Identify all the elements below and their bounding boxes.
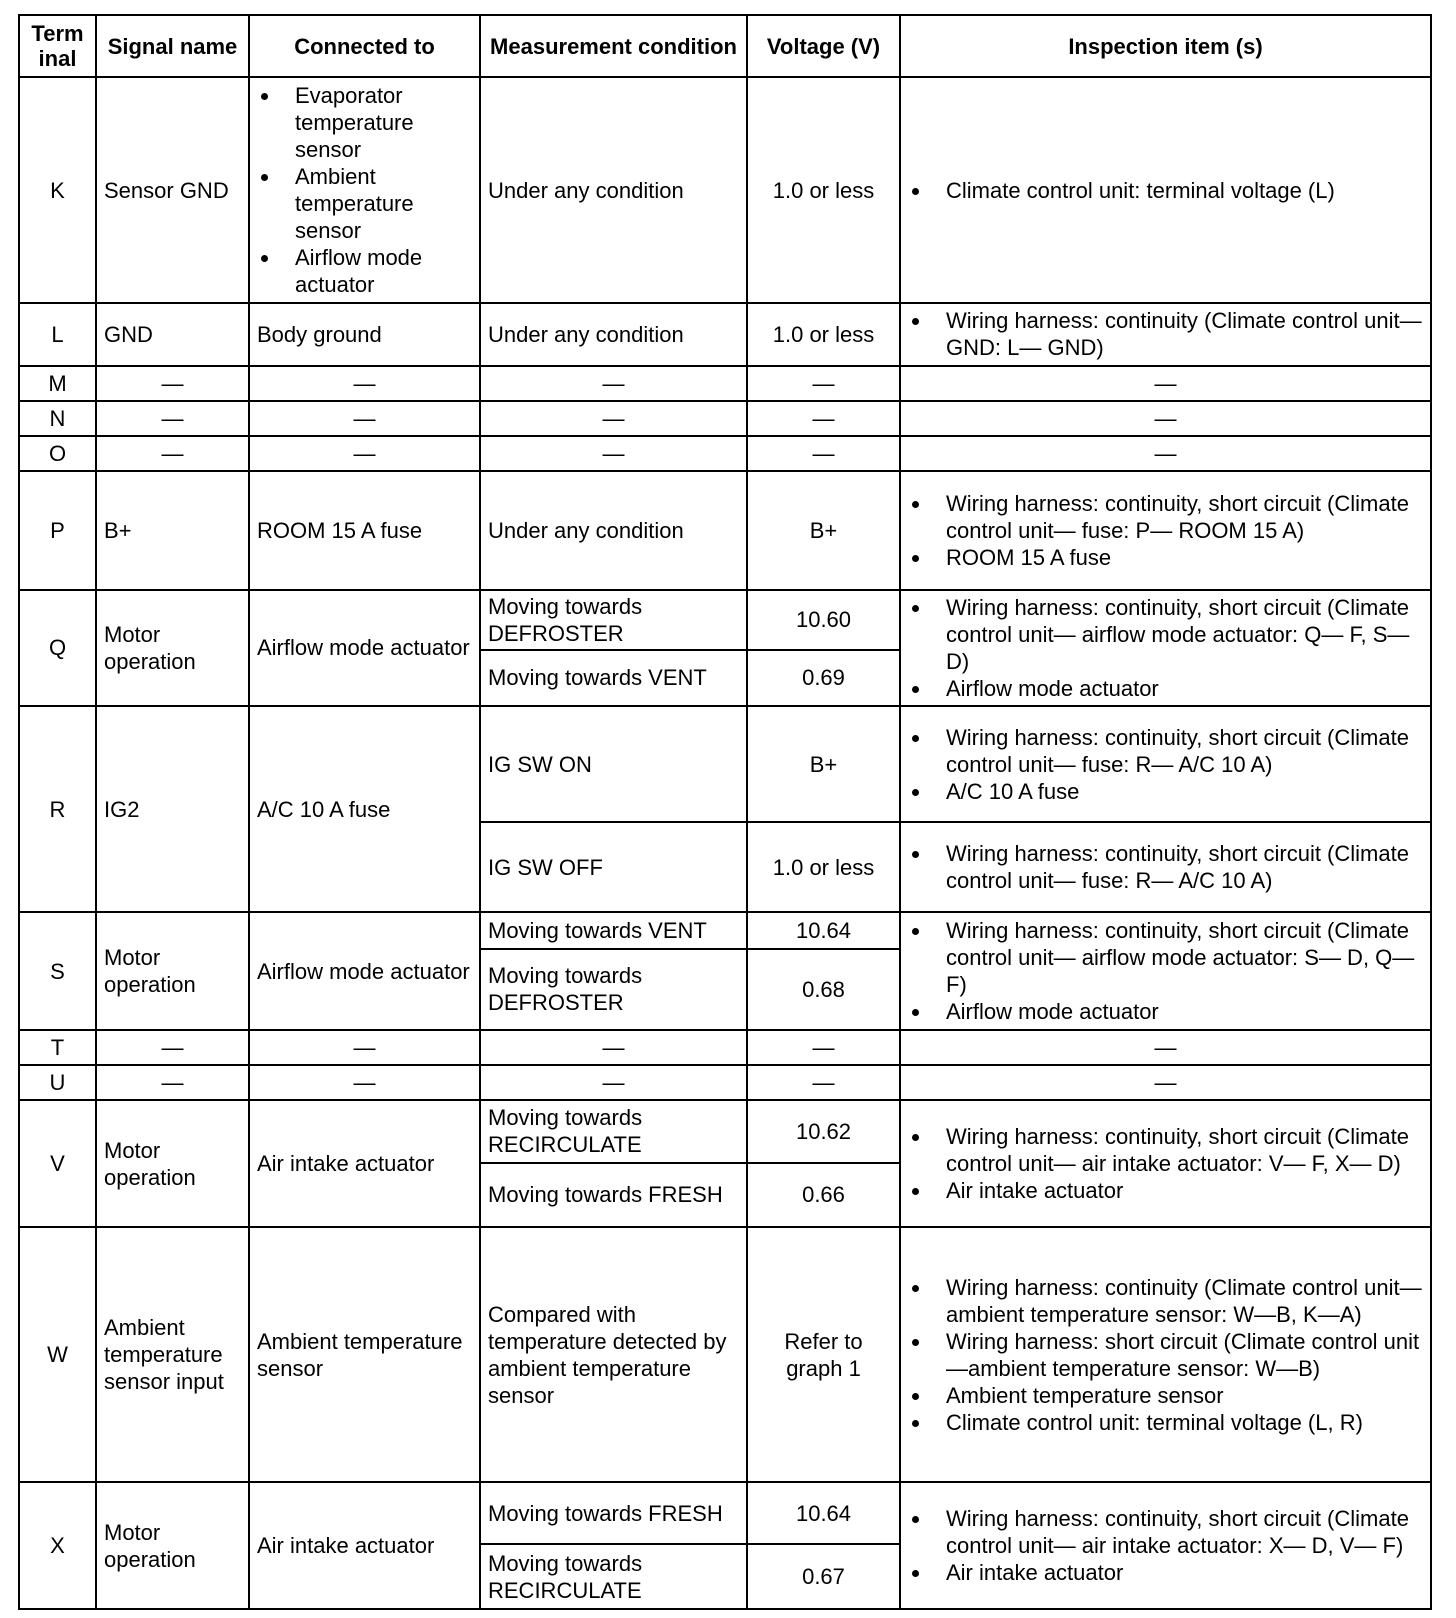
- empty-dash: —: [747, 1065, 900, 1100]
- condition-cell: Compared with temperature detected by ambient temperature sensor: [480, 1227, 747, 1482]
- table-row-s: [19, 912, 1431, 948]
- connected-cell: Airflow mode actuator: [249, 912, 480, 1029]
- condition-cell: Moving towards DEFROSTER: [480, 590, 747, 650]
- voltage-cell: 10.64: [747, 1482, 900, 1544]
- signal-cell: Motor operation: [96, 912, 249, 1029]
- inspection-cell: [900, 822, 1431, 912]
- list-item: • Wiring harness: continuity, short circuit (Climate control unit— fuse: P— ROOM 15 A): [932, 490, 1423, 544]
- empty-dash: —: [96, 1065, 249, 1100]
- voltage-cell: Refer to graph 1: [747, 1227, 900, 1482]
- list-item: • Wiring harness: continuity, short circuit (Climate control unit— air intake actuator: V— F, X— D): [932, 1123, 1423, 1177]
- empty-dash: —: [747, 436, 900, 471]
- empty-dash: —: [480, 366, 747, 401]
- list-item: • Air intake actuator: [932, 1177, 1423, 1204]
- empty-dash: —: [480, 436, 747, 471]
- table-row-t: [19, 1030, 1431, 1065]
- table-row-k: [19, 77, 1431, 303]
- empty-dash: —: [96, 436, 249, 471]
- header-measurement-condition: Measurement condition: [480, 15, 747, 77]
- voltage-cell: B+: [747, 471, 900, 589]
- table-row-p: [19, 471, 1431, 589]
- header-voltage: Voltage (V): [747, 15, 900, 77]
- table-row-o: [19, 436, 1431, 471]
- empty-dash: —: [480, 1030, 747, 1065]
- list-item: • Wiring harness: continuity (Climate control unit— GND: L— GND): [932, 307, 1423, 361]
- voltage-cell: 10.62: [747, 1100, 900, 1162]
- inspection-list: [908, 724, 1423, 805]
- condition-cell: Under any condition: [480, 471, 747, 589]
- terminal-cell: W: [19, 1227, 96, 1482]
- empty-dash: —: [900, 401, 1431, 436]
- terminal-cell: R: [19, 706, 96, 913]
- inspection-list: [908, 1123, 1423, 1204]
- list-item: • Wiring harness: continuity, short circuit (Climate control unit— airflow mode actuator: S— D, Q— F): [932, 917, 1423, 998]
- table-row-u: [19, 1065, 1431, 1100]
- terminal-cell: N: [19, 401, 96, 436]
- list-item: • Wiring harness: continuity (Climate control unit—ambient temperature sensor: W—B, K—A): [932, 1274, 1423, 1328]
- header-signal-name: Signal name: [96, 15, 249, 77]
- inspection-list: [908, 1274, 1423, 1436]
- header-connected-to: Connected to: [249, 15, 480, 77]
- connected-cell: Air intake actuator: [249, 1100, 480, 1227]
- terminal-voltage-table: [18, 14, 1432, 1610]
- list-item: • Wiring harness: continuity, short circuit (Climate control unit— airflow mode actuator: Q— F, S— D): [932, 594, 1423, 675]
- signal-cell: Sensor GND: [96, 77, 249, 303]
- empty-dash: —: [900, 366, 1431, 401]
- terminal-cell: T: [19, 1030, 96, 1065]
- empty-dash: —: [249, 401, 480, 436]
- condition-cell: IG SW OFF: [480, 822, 747, 912]
- voltage-cell: 10.64: [747, 912, 900, 948]
- inspection-cell: [900, 77, 1431, 303]
- voltage-cell: 1.0 or less: [747, 303, 900, 365]
- empty-dash: —: [249, 366, 480, 401]
- terminal-cell: M: [19, 366, 96, 401]
- terminal-cell: U: [19, 1065, 96, 1100]
- inspection-cell: [900, 303, 1431, 365]
- condition-cell: IG SW ON: [480, 706, 747, 822]
- inspection-list: [908, 1505, 1423, 1586]
- connected-cell: ROOM 15 A fuse: [249, 471, 480, 589]
- header-terminal: Term inal: [19, 15, 96, 77]
- table-row-r: [19, 706, 1431, 822]
- terminal-cell: Q: [19, 590, 96, 706]
- connected-list: [257, 82, 472, 298]
- table-row-q: [19, 590, 1431, 650]
- empty-dash: —: [900, 1030, 1431, 1065]
- list-item: • Air intake actuator: [932, 1559, 1423, 1586]
- table-row-w: [19, 1227, 1431, 1482]
- inspection-list: [908, 840, 1423, 894]
- voltage-cell: 1.0 or less: [747, 822, 900, 912]
- inspection-cell: [900, 1482, 1431, 1609]
- inspection-cell: [900, 912, 1431, 1029]
- signal-cell: B+: [96, 471, 249, 589]
- connected-cell: A/C 10 A fuse: [249, 706, 480, 913]
- inspection-cell: [900, 706, 1431, 822]
- empty-dash: —: [96, 401, 249, 436]
- condition-cell: Moving towards FRESH: [480, 1482, 747, 1544]
- empty-dash: —: [249, 436, 480, 471]
- empty-dash: —: [249, 1065, 480, 1100]
- inspection-list: [908, 917, 1423, 1025]
- signal-cell: Motor operation: [96, 1100, 249, 1227]
- terminal-cell: O: [19, 436, 96, 471]
- connected-cell: Airflow mode actuator: [249, 590, 480, 706]
- empty-dash: —: [480, 1065, 747, 1100]
- table-row-x: [19, 1482, 1431, 1544]
- voltage-cell: B+: [747, 706, 900, 822]
- table-row-l: [19, 303, 1431, 365]
- voltage-cell: 0.67: [747, 1544, 900, 1609]
- condition-cell: Under any condition: [480, 303, 747, 365]
- connected-cell: Ambient temperature sensor: [249, 1227, 480, 1482]
- condition-cell: Moving towards RECIRCULATE: [480, 1100, 747, 1162]
- list-item: • Wiring harness: short circuit (Climate control unit—ambient temperature sensor: W—B): [932, 1328, 1423, 1382]
- empty-dash: —: [96, 366, 249, 401]
- list-item: • Wiring harness: continuity, short circuit (Climate control unit— fuse: R— A/C 10 A): [932, 724, 1423, 778]
- condition-cell: Moving towards FRESH: [480, 1163, 747, 1227]
- list-item: • Airflow mode actuator: [932, 675, 1423, 702]
- inspection-list: [908, 307, 1423, 361]
- voltage-cell: 0.69: [747, 650, 900, 706]
- empty-dash: —: [480, 401, 747, 436]
- empty-dash: —: [900, 436, 1431, 471]
- inspection-cell: [900, 590, 1431, 706]
- signal-cell: Motor operation: [96, 1482, 249, 1609]
- list-item: • Climate control unit: terminal voltage (L, R): [932, 1409, 1423, 1436]
- terminal-cell: K: [19, 77, 96, 303]
- table-row-m: [19, 366, 1431, 401]
- header-row: [19, 15, 1431, 77]
- signal-cell: Ambient temperature sensor input: [96, 1227, 249, 1482]
- list-item: • A/C 10 A fuse: [932, 778, 1423, 805]
- connected-cell: [249, 77, 480, 303]
- signal-cell: IG2: [96, 706, 249, 913]
- condition-cell: Moving towards DEFROSTER: [480, 949, 747, 1030]
- signal-cell: GND: [96, 303, 249, 365]
- condition-cell: Under any condition: [480, 77, 747, 303]
- list-item: • Ambient temperature sensor: [932, 1382, 1423, 1409]
- table-row-v: [19, 1100, 1431, 1162]
- inspection-cell: [900, 471, 1431, 589]
- empty-dash: —: [249, 1030, 480, 1065]
- header-inspection-items: Inspection item (s): [900, 15, 1431, 77]
- empty-dash: —: [747, 1030, 900, 1065]
- connected-cell: Body ground: [249, 303, 480, 365]
- terminal-cell: V: [19, 1100, 96, 1227]
- table-row-n: [19, 401, 1431, 436]
- inspection-list: [908, 594, 1423, 702]
- voltage-cell: 10.60: [747, 590, 900, 650]
- condition-cell: Moving towards RECIRCULATE: [480, 1544, 747, 1609]
- connected-cell: Air intake actuator: [249, 1482, 480, 1609]
- inspection-cell: [900, 1227, 1431, 1482]
- empty-dash: —: [96, 1030, 249, 1065]
- inspection-list: [908, 490, 1423, 571]
- list-item: • Wiring harness: continuity, short circuit (Climate control unit— fuse: R— A/C 10 A): [932, 840, 1423, 894]
- condition-cell: Moving towards VENT: [480, 650, 747, 706]
- empty-dash: —: [900, 1065, 1431, 1100]
- list-item: • Airflow mode actuator: [281, 244, 472, 298]
- inspection-list: [908, 177, 1423, 204]
- terminal-cell: P: [19, 471, 96, 589]
- list-item: • Climate control unit: terminal voltage (L): [932, 177, 1423, 204]
- terminal-cell: X: [19, 1482, 96, 1609]
- list-item: • Ambient temperature sensor: [281, 163, 472, 244]
- terminal-cell: L: [19, 303, 96, 365]
- signal-cell: Motor operation: [96, 590, 249, 706]
- list-item: • ROOM 15 A fuse: [932, 544, 1423, 571]
- voltage-cell: 1.0 or less: [747, 77, 900, 303]
- terminal-cell: S: [19, 912, 96, 1029]
- condition-cell: Moving towards VENT: [480, 912, 747, 948]
- list-item: • Airflow mode actuator: [932, 998, 1423, 1025]
- empty-dash: —: [747, 366, 900, 401]
- list-item: • Wiring harness: continuity, short circuit (Climate control unit— air intake actuator: X— D, V— F): [932, 1505, 1423, 1559]
- list-item: • Evaporator temperature sensor: [281, 82, 472, 163]
- voltage-cell: 0.68: [747, 949, 900, 1030]
- voltage-cell: 0.66: [747, 1163, 900, 1227]
- empty-dash: —: [747, 401, 900, 436]
- inspection-cell: [900, 1100, 1431, 1227]
